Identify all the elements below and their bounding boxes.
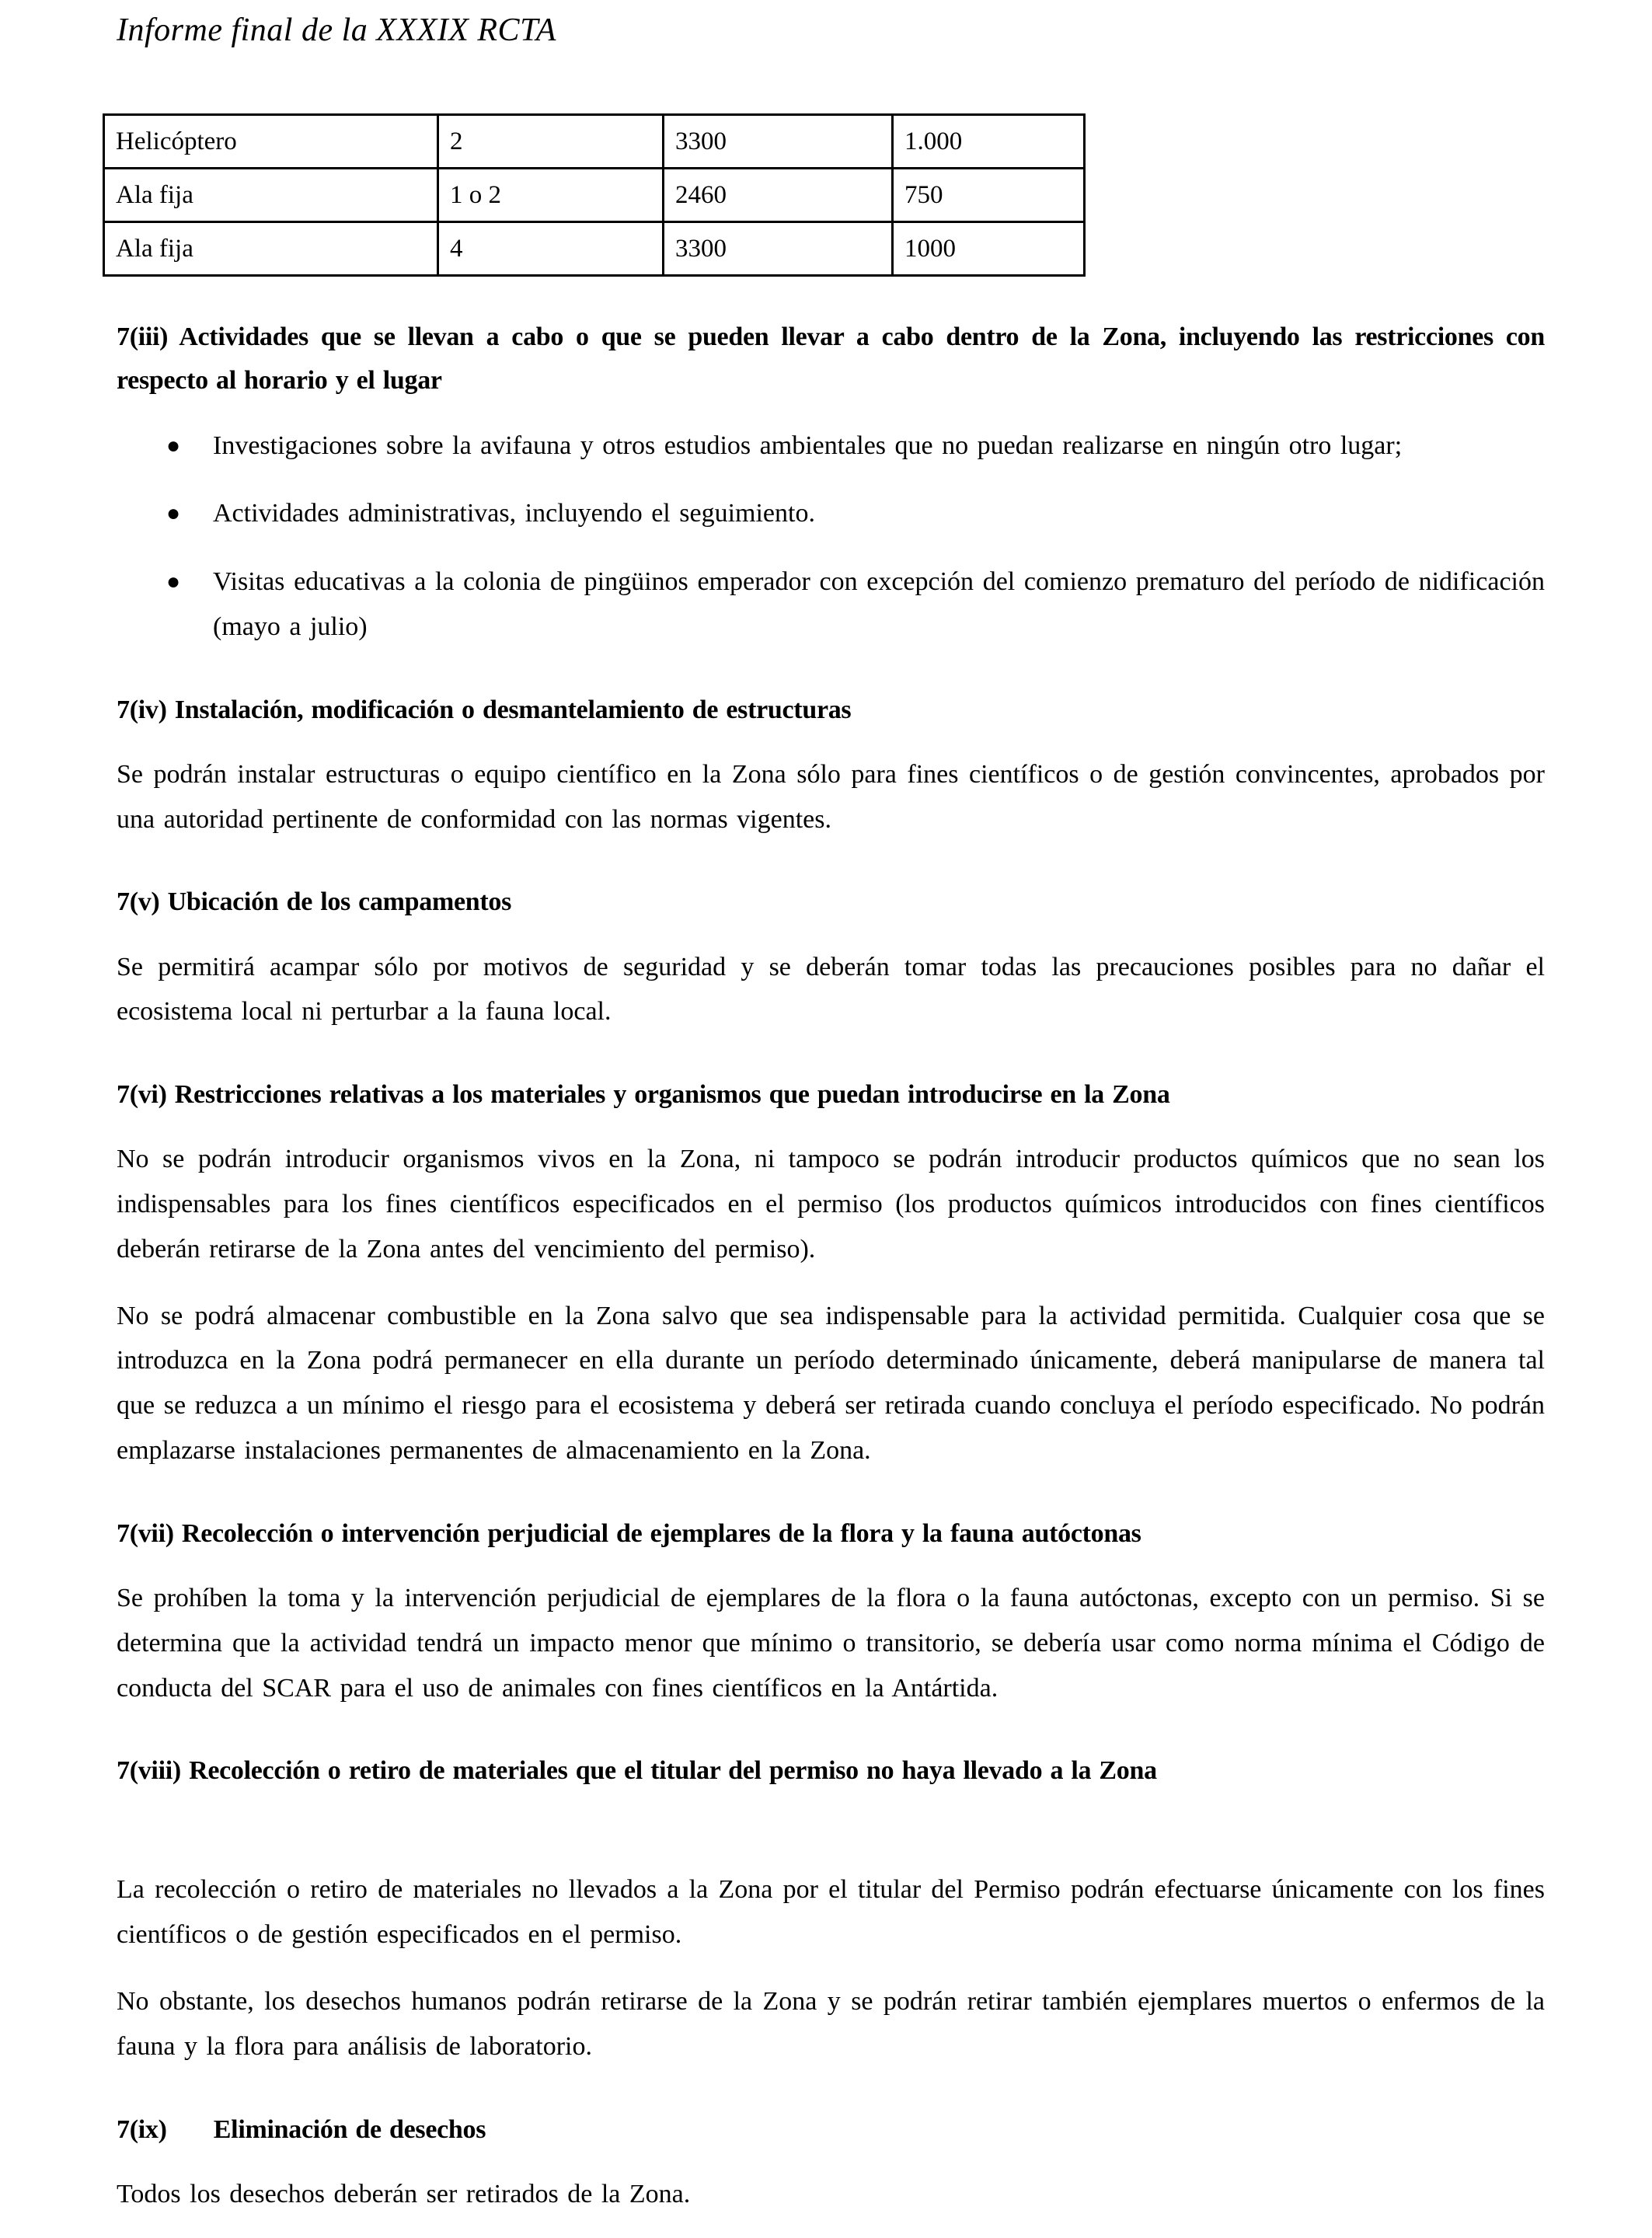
section-heading: 7(iv) Instalación, modificación o desmantelamiento de estructuras [117, 695, 852, 724]
list-item [166, 424, 1545, 469]
paragraph: Todos los desechos deberán ser retirados de la Zona. [117, 2179, 691, 2208]
bullet-icon: ● [166, 432, 181, 458]
section-heading: 7(iii) Actividades que se llevan a cabo o que se pueden llevar a cabo dentro de la Zona, incluyendo las restricciones con respecto al horario y el lugar [117, 322, 1545, 396]
list-item [166, 491, 1545, 536]
section-heading: 7(v) Ubicación de los campamentos [117, 887, 512, 917]
bullet-list [117, 424, 1545, 650]
bullet-text: Actividades administrativas, incluyendo el seguimiento. [213, 499, 815, 528]
section-7iii [117, 315, 1545, 649]
list-item [166, 560, 1545, 650]
section-7vii [117, 1512, 1545, 1710]
table-cell: 750 [893, 169, 1085, 222]
table-cell: 2 [438, 115, 664, 169]
paragraph: No se podrá almacenar combustible en la Zona salvo que sea indispensable para la actividad permitida. Cualquier cosa que se introduzca en la Zona podrá permanecer en ella durante un período determinado únicamente, deberá manipularse de manera tal que se reduzca a un mínimo el riesgo para el ecosistema y deberá ser retirada cuando concluya el período especificado. No podrán emplazarse instalaciones permanentes de almacenamiento en la Zona. [117, 1301, 1545, 1466]
table-cell: 3300 [664, 115, 893, 169]
section-heading: 7(vi) Restricciones relativas a los materiales y organismos que puedan introducirse en la Zona [117, 1080, 1170, 1110]
section-title: Eliminación de desechos [213, 2114, 486, 2144]
table-cell: 2460 [664, 169, 893, 222]
table-cell: 3300 [664, 222, 893, 276]
section-7ix [117, 2108, 1545, 2217]
table-cell: 1.000 [893, 115, 1085, 169]
bullet-icon: ● [166, 500, 181, 527]
table-cell: Ala fija [104, 169, 438, 222]
table-cell: Helicóptero [104, 115, 438, 169]
paragraph: La recolección o retiro de materiales no llevados a la Zona por el titular del Permiso podrán efectuarse únicamente con los fines científicos o de gestión especificados en el permiso. [117, 1875, 1545, 1950]
table-cell: 1000 [893, 222, 1085, 276]
paragraph: Se prohíben la toma y la intervención perjudicial de ejemplares de la flora o la fauna autóctonas, excepto con un permiso. Si se determina que la actividad tendrá un impacto menor que mínimo o transitorio, se debería usar como norma mínima el Código de conducta del SCAR para el uso de animales con fines científicos en la Antártida. [117, 1583, 1545, 1703]
section-heading: 7(viii) Recolección o retiro de materiales que el titular del permiso no haya llevado a la Zona [117, 1756, 1157, 1786]
section-heading [117, 2108, 1545, 2152]
table-row [104, 222, 1085, 276]
paragraph: Se permitirá acampar sólo por motivos de seguridad y se deberán tomar todas las precauciones posibles para no dañar el ecosistema local ni perturbar a la fauna local. [117, 952, 1545, 1027]
table-cell: 4 [438, 222, 664, 276]
table-row [104, 115, 1085, 169]
section-7iv [117, 688, 1545, 842]
report-title: Informe final de la XXXIX RCTA [117, 12, 556, 48]
bullet-icon: ● [166, 569, 181, 595]
section-7viii [117, 1749, 1545, 2069]
paragraph: No obstante, los desechos humanos podrán retirarse de la Zona y se podrán retirar también ejemplares muertos o enfermos de la fauna y la flora para análisis de laboratorio. [117, 1986, 1545, 2061]
section-7v [117, 880, 1545, 1034]
bullet-text: Visitas educativas a la colonia de pingüinos emperador con excepción del comienzo prematuro del período de nidificación (mayo a julio) [213, 567, 1545, 641]
section-heading: 7(vii) Recolección o intervención perjudicial de ejemplares de la flora y la fauna autóctonas [117, 1518, 1141, 1548]
table-cell: 1 o 2 [438, 169, 664, 222]
paragraph: No se podrán introducir organismos vivos en la Zona, ni tampoco se podrán introducir productos químicos que no sean los indispensables para los fines científicos especificados en el permiso (los productos químicos introducidos con fines científicos deberán retirarse de la Zona antes del vencimiento del permiso). [117, 1145, 1545, 1264]
page-content [117, 0, 1545, 2238]
aircraft-table [103, 113, 1086, 277]
section-7vi [117, 1073, 1545, 1473]
bullet-text: Investigaciones sobre la avifauna y otros estudios ambientales que no puedan realizarse en ningún otro lugar; [213, 431, 1403, 460]
paragraph: Se podrán instalar estructuras o equipo científico en la Zona sólo para fines científicos o de gestión convincentes, aprobados por una autoridad pertinente de conformidad con las normas vigentes. [117, 759, 1545, 834]
table-cell: Ala fija [104, 222, 438, 276]
table-row [104, 169, 1085, 222]
section-number: 7(ix) [117, 2114, 167, 2144]
